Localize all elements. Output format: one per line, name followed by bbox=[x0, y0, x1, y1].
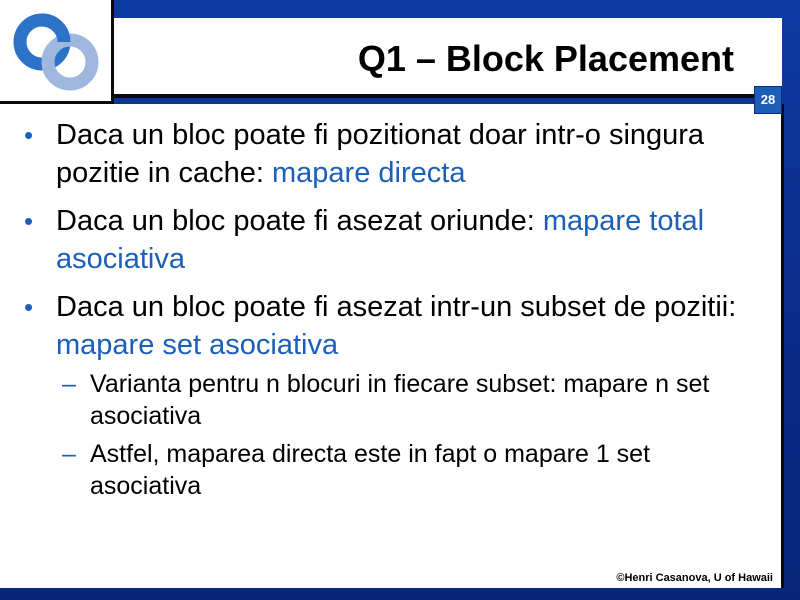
bullet-icon: • bbox=[24, 206, 34, 236]
bullet-text: Daca un bloc poate fi asezat intr-un subset de pozitii: bbox=[56, 291, 737, 323]
bullet-text: Daca un bloc poate fi asezat oriunde: bbox=[56, 205, 543, 237]
sub-bullet-text: Astfel, maparea directa este in fapt o mapare 1 set asociativa bbox=[90, 440, 651, 500]
slide-number-badge: 28 bbox=[754, 86, 782, 114]
bullet-accent-text: mapare total asociativa bbox=[56, 205, 705, 275]
sub-bullet-item bbox=[56, 438, 764, 502]
dash-icon: – bbox=[62, 370, 76, 398]
sub-bullet-list bbox=[56, 368, 764, 502]
page-title: Q1 – Block Placement bbox=[357, 38, 734, 79]
sub-bullet-text: Varianta pentru n blocuri in fiecare subset: mapare n set asociativa bbox=[90, 370, 710, 430]
title-bar bbox=[114, 18, 782, 98]
bullet-icon: • bbox=[24, 292, 34, 322]
slide-content bbox=[0, 104, 784, 588]
bullet-icon: • bbox=[24, 120, 34, 150]
chain-link-logo-icon bbox=[8, 6, 104, 96]
sub-bullet-item bbox=[56, 368, 764, 432]
logo-box bbox=[0, 0, 114, 104]
bullet-text: Daca un bloc poate fi pozitionat doar intr-o singura pozitie in cache: bbox=[56, 119, 705, 189]
copyright-footer: ©Henri Casanova, U of Hawaii bbox=[616, 572, 773, 584]
dash-icon: – bbox=[62, 440, 76, 468]
bullet-item bbox=[24, 116, 764, 192]
bullet-item bbox=[24, 202, 764, 278]
bullet-item bbox=[24, 288, 764, 502]
bullet-accent-text: mapare set asociativa bbox=[56, 329, 339, 361]
bullet-accent-text: mapare directa bbox=[272, 157, 466, 189]
bullet-list bbox=[24, 116, 764, 512]
